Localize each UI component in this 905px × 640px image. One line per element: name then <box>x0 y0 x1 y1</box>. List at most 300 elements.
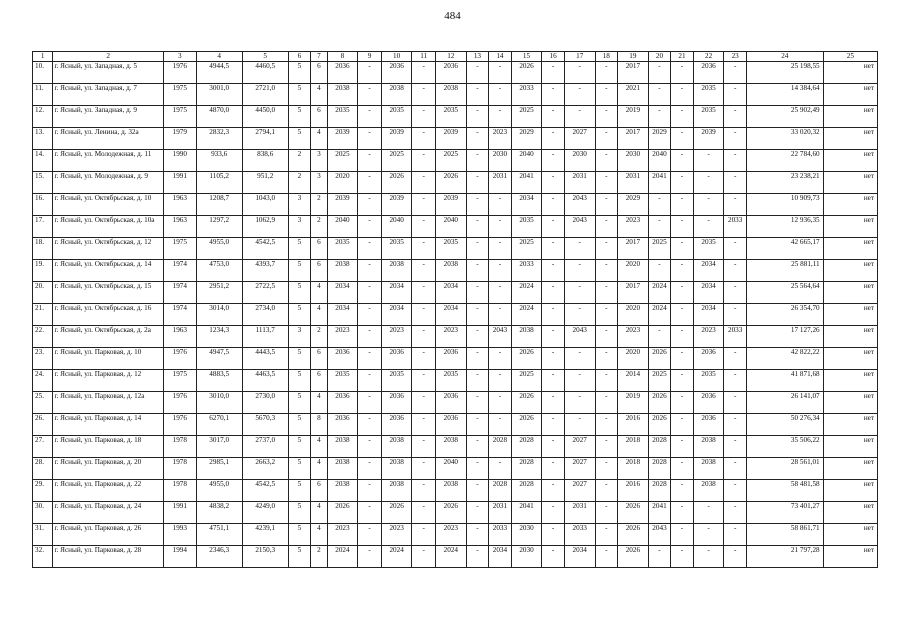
table-cell: - <box>724 458 747 480</box>
table-cell: - <box>542 480 565 502</box>
table-cell: - <box>489 194 512 216</box>
conclusion-cell: нет <box>823 348 877 370</box>
table-cell: - <box>466 150 489 172</box>
address-cell: г. Ясный, ул. Молодежная, д. 9 <box>53 172 163 194</box>
table-cell: - <box>466 216 489 238</box>
table-cell: 2038 <box>381 458 412 480</box>
table-row <box>33 106 878 128</box>
table-cell: - <box>412 128 436 150</box>
table-cell: - <box>693 150 724 172</box>
column-number-cell: 14 <box>489 52 512 62</box>
table-cell: 6 <box>311 260 327 282</box>
cost-cell: 23 238,21 <box>746 172 823 194</box>
table-cell: - <box>466 84 489 106</box>
table-cell: 1975 <box>163 84 196 106</box>
table-cell: 2035 <box>435 370 466 392</box>
table-cell: 2036 <box>381 62 412 84</box>
table-cell: 2024 <box>381 546 412 568</box>
row-number-cell: 31. <box>33 524 53 546</box>
address-cell: г. Ясный, ул. Парковая, д. 22 <box>53 480 163 502</box>
row-number-cell: 14. <box>33 150 53 172</box>
table-row <box>33 546 878 568</box>
address-cell: г. Ясный, ул. Октябрьская, д. 10 <box>53 194 163 216</box>
table-cell: 2038 <box>381 436 412 458</box>
table-cell: 2036 <box>435 348 466 370</box>
address-cell: г. Ясный, ул. Парковая, д. 20 <box>53 458 163 480</box>
table-cell: 2150,3 <box>242 546 288 568</box>
table-cell: 2033 <box>511 260 542 282</box>
conclusion-cell: нет <box>823 150 877 172</box>
table-cell: 2036 <box>381 348 412 370</box>
table-cell: 2026 <box>511 348 542 370</box>
table-cell: - <box>693 172 724 194</box>
table-row <box>33 84 878 106</box>
table-cell: 2036 <box>327 62 358 84</box>
table-cell: 2024 <box>435 546 466 568</box>
table-cell: 2035 <box>381 370 412 392</box>
table-cell: 2 <box>288 172 311 194</box>
cost-cell: 73 401,27 <box>746 502 823 524</box>
cost-cell: 41 871,68 <box>746 370 823 392</box>
table-cell: - <box>595 414 618 436</box>
column-number-cell: 8 <box>327 52 358 62</box>
table-cell: 2985,1 <box>196 458 242 480</box>
table-cell: 2033 <box>489 524 512 546</box>
table-cell: - <box>595 458 618 480</box>
table-cell: - <box>466 502 489 524</box>
table-cell: - <box>564 392 595 414</box>
table-cell: - <box>542 502 565 524</box>
table-cell: 2026 <box>618 546 649 568</box>
table-cell: 2021 <box>618 84 649 106</box>
table-cell: - <box>358 84 382 106</box>
row-number-cell: 32. <box>33 546 53 568</box>
table-cell: 2036 <box>435 414 466 436</box>
table-cell: 2039 <box>381 128 412 150</box>
table-cell: - <box>358 216 382 238</box>
table-cell: - <box>671 524 694 546</box>
conclusion-cell: нет <box>823 546 877 568</box>
row-number-cell: 10. <box>33 62 53 84</box>
table-cell: - <box>595 216 618 238</box>
table-cell: 2035 <box>511 216 542 238</box>
row-number-cell: 24. <box>33 370 53 392</box>
table-row <box>33 458 878 480</box>
conclusion-cell: нет <box>823 502 877 524</box>
table-cell: 2031 <box>489 502 512 524</box>
table-cell: 3001,0 <box>196 84 242 106</box>
table-cell: 2033 <box>724 326 747 348</box>
table-cell: 2027 <box>564 128 595 150</box>
table-cell: 2043 <box>564 194 595 216</box>
housing-register-table <box>32 51 878 568</box>
table-cell: - <box>542 370 565 392</box>
table-cell: - <box>412 436 436 458</box>
cost-cell: 58 481,58 <box>746 480 823 502</box>
column-number-cell: 5 <box>242 52 288 62</box>
table-cell: - <box>671 216 694 238</box>
address-cell: г. Ясный, ул. Западная, д. 9 <box>53 106 163 128</box>
table-cell: 2036 <box>381 392 412 414</box>
table-cell: 2035 <box>327 106 358 128</box>
table-cell: 4239,1 <box>242 524 288 546</box>
cost-cell: 33 020,32 <box>746 128 823 150</box>
table-row <box>33 326 878 348</box>
table-cell: 2040 <box>327 216 358 238</box>
table-cell: 5 <box>288 436 311 458</box>
table-cell: 1043,0 <box>242 194 288 216</box>
table-cell: 2016 <box>618 480 649 502</box>
table-cell: 2038 <box>327 458 358 480</box>
table-cell: - <box>671 392 694 414</box>
table-cell: 2024 <box>648 304 671 326</box>
table-cell: - <box>542 436 565 458</box>
table-cell: 2034 <box>693 282 724 304</box>
table-cell: - <box>671 546 694 568</box>
conclusion-cell: нет <box>823 238 877 260</box>
table-cell: 2034 <box>693 304 724 326</box>
table-cell: 2026 <box>381 172 412 194</box>
table-cell: 2036 <box>435 62 466 84</box>
table-cell: - <box>466 414 489 436</box>
row-number-cell: 18. <box>33 238 53 260</box>
table-cell: - <box>671 128 694 150</box>
table-cell: 5 <box>288 458 311 480</box>
table-cell: 2027 <box>564 480 595 502</box>
table-cell: - <box>542 304 565 326</box>
table-cell: 2029 <box>511 128 542 150</box>
table-cell: - <box>466 194 489 216</box>
table-cell: 6 <box>311 348 327 370</box>
table-cell: 2035 <box>327 370 358 392</box>
table-cell: 2025 <box>435 150 466 172</box>
table-cell: - <box>489 414 512 436</box>
table-cell: 2038 <box>693 436 724 458</box>
table-cell: - <box>466 106 489 128</box>
row-number-cell: 22. <box>33 326 53 348</box>
address-cell: г. Ясный, ул. Октябрьская, д. 15 <box>53 282 163 304</box>
table-cell: 1976 <box>163 392 196 414</box>
conclusion-cell: нет <box>823 458 877 480</box>
conclusion-cell: нет <box>823 172 877 194</box>
table-cell: 2019 <box>618 106 649 128</box>
table-cell: - <box>412 458 436 480</box>
table-cell: 951,2 <box>242 172 288 194</box>
table-cell: - <box>466 546 489 568</box>
table-cell: - <box>542 260 565 282</box>
table-cell: - <box>724 172 747 194</box>
table-cell: 2038 <box>435 436 466 458</box>
column-number-cell: 2 <box>53 52 163 62</box>
table-cell: 2038 <box>327 480 358 502</box>
table-cell: 1976 <box>163 62 196 84</box>
table-cell: 2026 <box>435 172 466 194</box>
table-cell: - <box>542 62 565 84</box>
table-cell: - <box>466 62 489 84</box>
table-cell: - <box>648 194 671 216</box>
table-cell: 2026 <box>648 392 671 414</box>
table-cell: - <box>595 150 618 172</box>
table-cell: 2 <box>311 194 327 216</box>
address-cell: г. Ясный, ул. Парковая, д. 24 <box>53 502 163 524</box>
table-cell: 2043 <box>564 216 595 238</box>
table-cell: - <box>412 150 436 172</box>
table-cell: 4944,5 <box>196 62 242 84</box>
table-cell: 2041 <box>511 502 542 524</box>
table-cell: - <box>466 392 489 414</box>
table-cell: - <box>648 84 671 106</box>
table-cell: - <box>595 348 618 370</box>
table-row <box>33 304 878 326</box>
table-cell: - <box>542 150 565 172</box>
table-cell: 2832,3 <box>196 128 242 150</box>
column-number-cell: 25 <box>823 52 877 62</box>
table-cell: 2730,0 <box>242 392 288 414</box>
table-cell: 2033 <box>724 216 747 238</box>
table-cell: 2023 <box>489 128 512 150</box>
table-cell: - <box>595 546 618 568</box>
table-cell: - <box>671 348 694 370</box>
column-number-cell: 9 <box>358 52 382 62</box>
table-cell: - <box>724 304 747 326</box>
conclusion-cell: нет <box>823 216 877 238</box>
table-cell: - <box>648 106 671 128</box>
table-cell: - <box>671 480 694 502</box>
table-cell: - <box>358 458 382 480</box>
table-cell: 2025 <box>511 370 542 392</box>
table-cell: 2035 <box>327 238 358 260</box>
table-cell: - <box>358 370 382 392</box>
table-cell: - <box>724 128 747 150</box>
table-cell: 2039 <box>327 128 358 150</box>
address-cell: г. Ясный, ул. Парковая, д. 14 <box>53 414 163 436</box>
table-cell: - <box>412 370 436 392</box>
table-cell: - <box>724 480 747 502</box>
table-cell: 3 <box>288 194 311 216</box>
cost-cell: 42 665,17 <box>746 238 823 260</box>
table-cell: 4 <box>311 458 327 480</box>
table-cell: 2043 <box>648 524 671 546</box>
table-cell: - <box>358 348 382 370</box>
table-cell: 2023 <box>693 326 724 348</box>
row-number-cell: 21. <box>33 304 53 326</box>
table-cell: 2951,2 <box>196 282 242 304</box>
table-cell: 2023 <box>435 524 466 546</box>
table-cell: - <box>412 392 436 414</box>
table-cell: 2039 <box>435 128 466 150</box>
column-number-cell: 6 <box>288 52 311 62</box>
address-cell: г. Ясный, ул. Парковая, д. 26 <box>53 524 163 546</box>
table-cell: 2031 <box>564 172 595 194</box>
table-cell: - <box>489 260 512 282</box>
table-cell: - <box>724 282 747 304</box>
table-cell: 1963 <box>163 194 196 216</box>
table-cell: 2034 <box>489 546 512 568</box>
cost-cell: 26 141,07 <box>746 392 823 414</box>
table-cell: 4249,0 <box>242 502 288 524</box>
table-cell: - <box>466 238 489 260</box>
conclusion-cell: нет <box>823 524 877 546</box>
table-cell: - <box>595 370 618 392</box>
address-cell: г. Ясный, ул. Парковая, д. 10 <box>53 348 163 370</box>
table-cell: 2040 <box>381 216 412 238</box>
table-cell: - <box>466 480 489 502</box>
column-number-cell: 15 <box>511 52 542 62</box>
address-cell: г. Ясный, ул. Октябрьская, д. 12 <box>53 238 163 260</box>
table-cell: 2031 <box>564 502 595 524</box>
table-cell: 2034 <box>693 260 724 282</box>
table-cell: 4 <box>311 392 327 414</box>
table-cell: 4870,0 <box>196 106 242 128</box>
table-cell: 3 <box>311 150 327 172</box>
table-cell: - <box>564 84 595 106</box>
table-cell: - <box>564 62 595 84</box>
table-cell: - <box>412 326 436 348</box>
table-cell: - <box>671 304 694 326</box>
cost-cell: 25 902,49 <box>746 106 823 128</box>
table-row <box>33 436 878 458</box>
table-cell: 5 <box>288 106 311 128</box>
table-cell: - <box>724 106 747 128</box>
table-cell: - <box>724 370 747 392</box>
column-number-cell: 22 <box>693 52 724 62</box>
table-cell: - <box>542 348 565 370</box>
table-cell: 2034 <box>381 304 412 326</box>
table-cell: - <box>564 370 595 392</box>
cost-cell: 21 797,28 <box>746 546 823 568</box>
table-cell: 2025 <box>648 370 671 392</box>
table-row <box>33 524 878 546</box>
table-cell: - <box>648 326 671 348</box>
conclusion-cell: нет <box>823 304 877 326</box>
table-cell: 1297,2 <box>196 216 242 238</box>
table-cell: - <box>489 348 512 370</box>
table-cell: 5 <box>288 392 311 414</box>
table-cell: 2663,2 <box>242 458 288 480</box>
cost-cell: 28 561,01 <box>746 458 823 480</box>
table-cell: 2038 <box>435 260 466 282</box>
table-cell: 1976 <box>163 348 196 370</box>
table-cell: 2346,3 <box>196 546 242 568</box>
table-cell: 2034 <box>327 282 358 304</box>
table-cell: 4 <box>311 84 327 106</box>
conclusion-cell: нет <box>823 370 877 392</box>
table-cell: 2028 <box>648 480 671 502</box>
table-cell: - <box>489 458 512 480</box>
table-cell: 2025 <box>511 106 542 128</box>
row-number-cell: 12. <box>33 106 53 128</box>
table-cell: 2026 <box>511 62 542 84</box>
table-cell: 2039 <box>435 194 466 216</box>
table-cell: 6 <box>311 238 327 260</box>
table-cell: 2039 <box>693 128 724 150</box>
table-cell: 2023 <box>327 326 358 348</box>
table-cell: 2034 <box>511 194 542 216</box>
table-cell: - <box>489 392 512 414</box>
address-cell: г. Ясный, ул. Западная, д. 5 <box>53 62 163 84</box>
table-cell: - <box>595 106 618 128</box>
table-cell: - <box>564 282 595 304</box>
table-cell: 2026 <box>511 414 542 436</box>
table-cell: 1979 <box>163 128 196 150</box>
column-number-cell: 21 <box>671 52 694 62</box>
address-cell: г. Ясный, ул. Молодежная, д. 11 <box>53 150 163 172</box>
table-cell: 4393,7 <box>242 260 288 282</box>
table-cell: - <box>564 238 595 260</box>
table-cell: - <box>693 502 724 524</box>
table-cell: - <box>671 172 694 194</box>
table-cell: - <box>542 194 565 216</box>
table-cell: - <box>358 524 382 546</box>
table-cell: 5 <box>288 480 311 502</box>
table-cell: 2028 <box>489 436 512 458</box>
table-cell: - <box>595 194 618 216</box>
table-cell: 4838,2 <box>196 502 242 524</box>
column-number-cell: 18 <box>595 52 618 62</box>
table-cell: 2033 <box>564 524 595 546</box>
table-cell: - <box>412 216 436 238</box>
table-cell: - <box>671 502 694 524</box>
column-number-cell: 1 <box>33 52 53 62</box>
table-cell: - <box>693 194 724 216</box>
table-cell: - <box>595 502 618 524</box>
row-number-cell: 17. <box>33 216 53 238</box>
table-cell: - <box>412 480 436 502</box>
table-cell: 2038 <box>693 480 724 502</box>
table-cell: 2030 <box>511 546 542 568</box>
table-cell: - <box>542 458 565 480</box>
table-cell: 2030 <box>618 150 649 172</box>
table-cell: 2 <box>288 150 311 172</box>
table-cell: 2035 <box>435 238 466 260</box>
table-cell: 2030 <box>489 150 512 172</box>
table-cell: 2041 <box>648 172 671 194</box>
column-number-cell: 3 <box>163 52 196 62</box>
table-cell: - <box>595 62 618 84</box>
cost-cell: 25 881,11 <box>746 260 823 282</box>
column-number-cell: 4 <box>196 52 242 62</box>
table-cell: 4751,1 <box>196 524 242 546</box>
table-cell: 2019 <box>618 392 649 414</box>
table-cell: 2036 <box>327 348 358 370</box>
table-cell: - <box>724 392 747 414</box>
conclusion-cell: нет <box>823 128 877 150</box>
table-cell: - <box>542 326 565 348</box>
table-row <box>33 260 878 282</box>
cost-cell: 25 198,55 <box>746 62 823 84</box>
table-cell: 2034 <box>435 282 466 304</box>
table-cell: 2026 <box>435 502 466 524</box>
table-cell: 4 <box>311 282 327 304</box>
table-cell: - <box>595 480 618 502</box>
table-cell: - <box>724 436 747 458</box>
column-number-cell: 11 <box>412 52 436 62</box>
table-cell: 3 <box>288 326 311 348</box>
table-cell: 2031 <box>618 172 649 194</box>
table-cell: 2014 <box>618 370 649 392</box>
table-cell: 5 <box>288 84 311 106</box>
table-cell: 2030 <box>564 150 595 172</box>
table-cell: 2029 <box>648 128 671 150</box>
table-cell: 2017 <box>618 282 649 304</box>
table-cell: 2023 <box>381 524 412 546</box>
table-cell: 2026 <box>511 392 542 414</box>
table-cell: - <box>671 150 694 172</box>
table-cell: - <box>693 216 724 238</box>
table-cell: 1994 <box>163 546 196 568</box>
table-cell: 4 <box>311 502 327 524</box>
address-cell: г. Ясный, ул. Октябрьская, д. 10а <box>53 216 163 238</box>
